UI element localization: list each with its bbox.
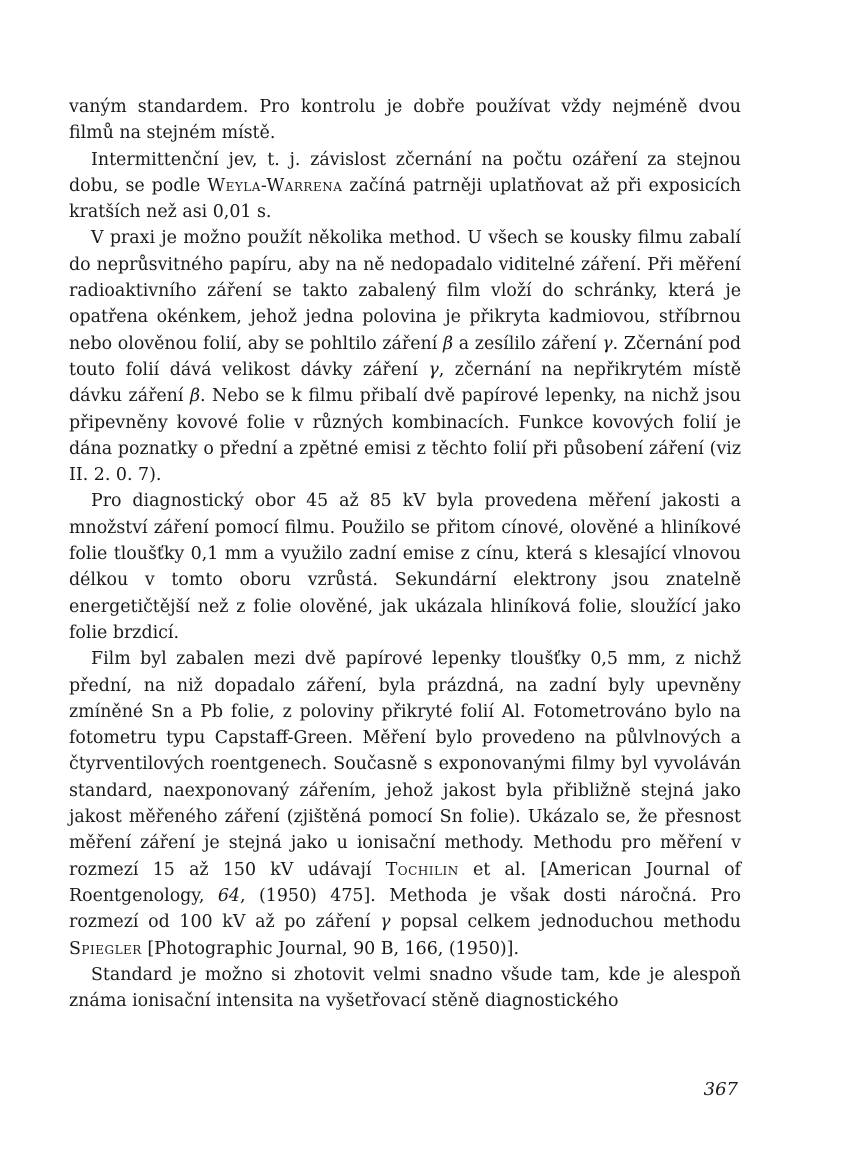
text-segment: a zesílilo záření <box>453 333 603 354</box>
text-segment: 64 <box>217 885 240 906</box>
text-segment: β <box>442 333 454 354</box>
text-segment: γ <box>380 912 391 933</box>
text-segment: Spiegler <box>69 938 142 959</box>
text-segment: Pro diagnostický obor 45 až 85 kV byla provedena měření jakosti a množství záření pomocí filmu. Použilo se přitom cínové, olověné a hliníkové folie tloušťky 0,1 mm a využilo zadní emise z cínu, která s klesající vlnovou délkou v tomto oboru vzrůstá. Sekundární elektrony jsou znatelně energetičtější než z folie olověné, jak ukázala hliníková folie, sloužící jako folie brzdicí. <box>69 491 741 643</box>
paragraph-3 <box>69 225 741 488</box>
text-segment: Standard je možno si zhotovit velmi snadno všude tam, kde je alespoň známa ionisační intensita na vyšetřovací stěně diagnostického <box>69 964 741 1012</box>
text-segment: , (1950) 475]. Methoda je však dosti náročná. Pro rozmezí od 100 kV až po záření <box>69 885 741 933</box>
text-segment: začíná patrněji uplatňovat až při exposicích kratších než asi 0,01 s. <box>69 175 741 223</box>
text-segment: V praxi je možno použít několika method. U všech se kousky filmu zabalí do neprůsvitného papíru, aby na ně nedopadalo viditelné záření. Při měření radioaktivního záření se takto zabalený film vloží do schránky, která je opatřena okénkem, jehož jedna polovina je přikryta kadmiovou, stříbrnou nebo olověnou folií, aby se pohltilo záření <box>69 228 741 354</box>
text-segment: γ <box>602 333 613 354</box>
paragraph-4 <box>69 488 741 646</box>
text-segment: [Photographic Journal, 90 B, 166, (1950)]. <box>141 938 519 959</box>
text-segment: , zčernání na nepřikrytém místě dávku záření <box>69 359 741 407</box>
page-number: 367 <box>703 1079 738 1100</box>
text-segment: et al. [American Journal of Roentgenology, <box>69 859 741 906</box>
paragraph-5 <box>69 646 741 962</box>
text-segment: Film byl zabalen mezi dvě papírové lepenky tloušťky 0,5 mm, z nichž přední, na niž dopadalo záření, byla prázdná, na zadní byly upevněny zmíněné Sn a Pb folie, z poloviny přikryté folií Al. Fotometrováno bylo na fotometru typu Capstaff-Green. Měření bylo provedeno na půlvlnových a čtyrventilových roentgenech. Současně s exponovanými filmy byl vyvoláván standard, naexponovaný zářením, jehož jakost byla přibližně stejná jako jakost měřeného záření (zjištěná pomocí Sn folie). Ukázalo se, že přesnost měření záření je stejná jako u ionisační methody. Methodu pro měření v rozmezí 15 až 150 kV udávají <box>69 649 741 880</box>
text-segment: γ <box>428 359 439 380</box>
body-text <box>69 94 741 1014</box>
text-segment: vaným standardem. Pro kontrolu je dobře používat vždy nejméně dvou filmů na stejném místě. <box>69 97 741 144</box>
paragraph-1 <box>69 94 741 147</box>
text-segment: . Zčernání pod touto folií dává velikost dávky záření <box>69 333 742 380</box>
paragraph-2 <box>69 147 741 226</box>
text-segment: Weyla-Warrena <box>207 175 343 196</box>
text-segment: popsal celkem jednoduchou methodu <box>390 912 741 933</box>
text-segment: Tochilin <box>385 859 459 880</box>
text-segment: . Nebo se k filmu přibalí dvě papírové lepenky, na nichž jsou připevněny kovové folie v různých kombinacích. Funkce kovových folií je dána poznatky o přední a zpětné emisi z těchto folií při působení záření (viz II. 2. 0. 7). <box>69 386 741 486</box>
text-segment: β <box>189 386 200 407</box>
paragraph-6 <box>69 962 741 1015</box>
text-segment: Intermittenční jev, t. j. závislost zčernání na počtu ozáření za stejnou dobu, se podle <box>69 149 741 196</box>
